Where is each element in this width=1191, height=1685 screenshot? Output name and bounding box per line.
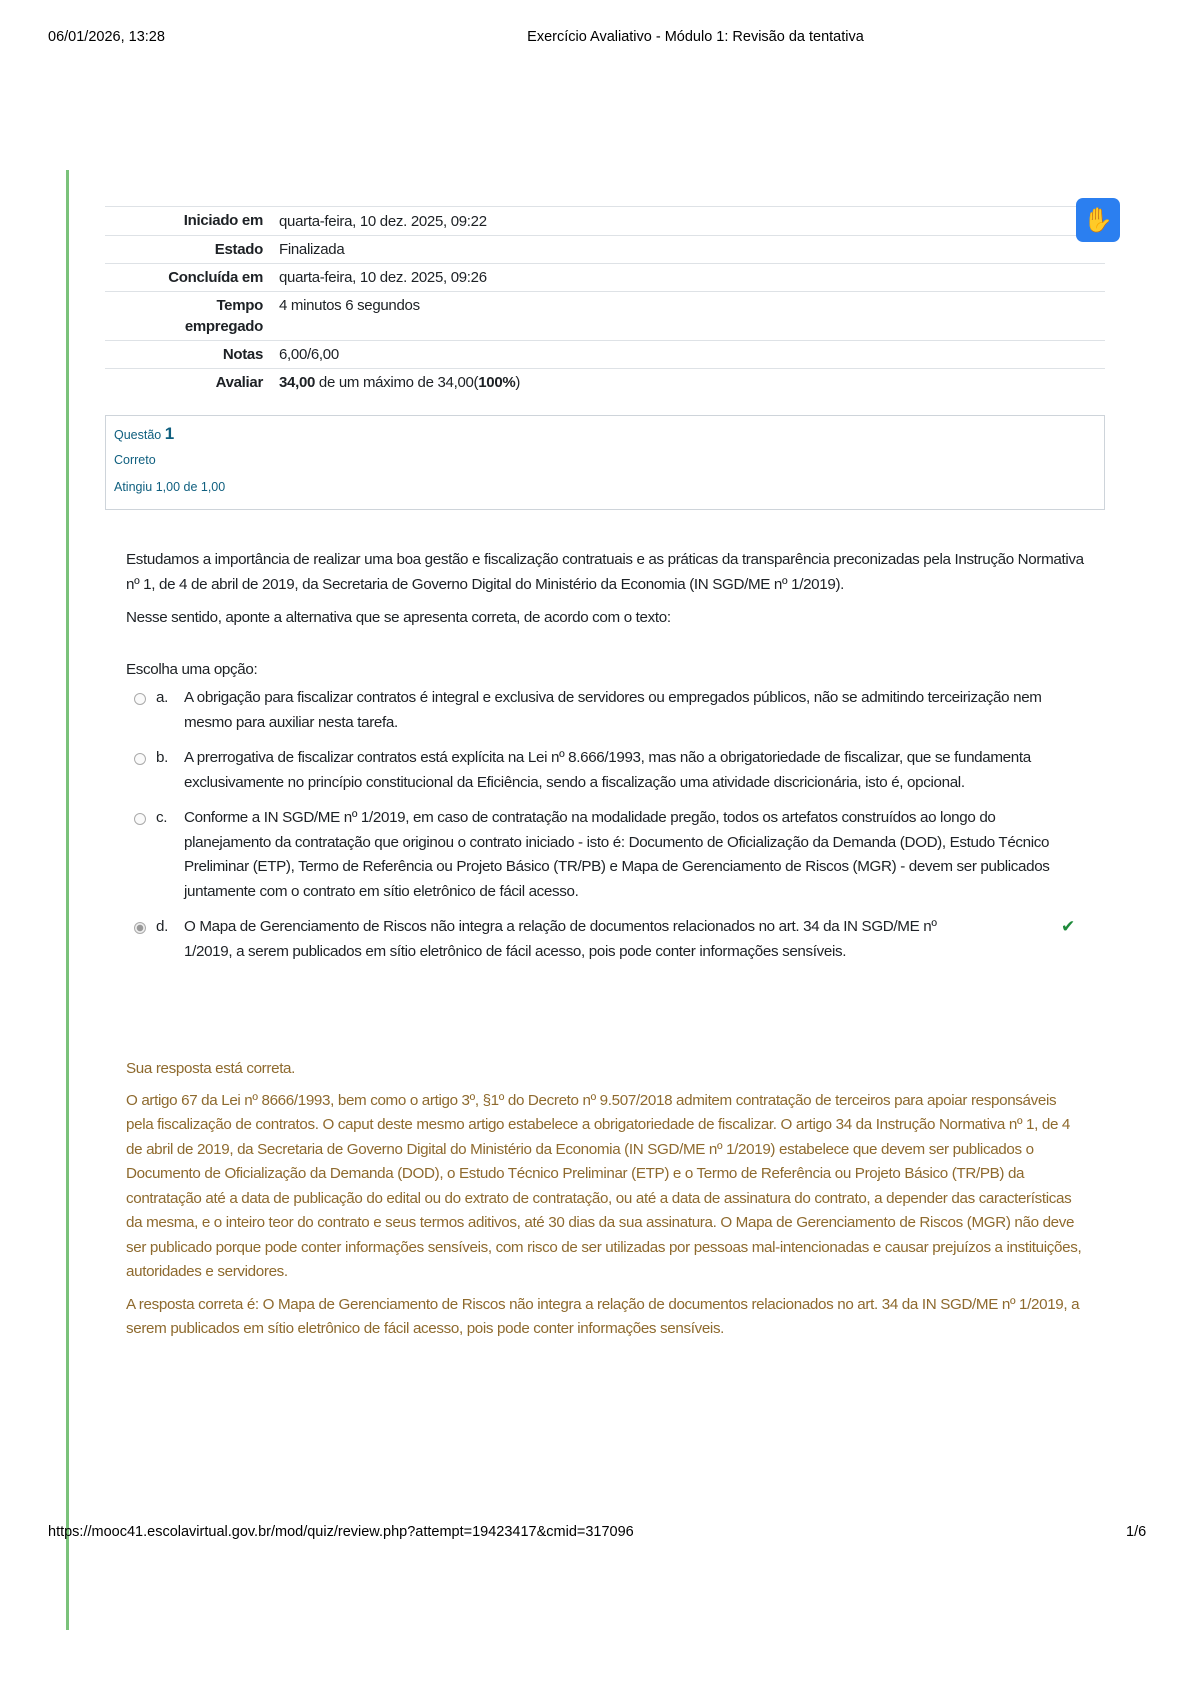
answer-option-b[interactable] <box>134 746 1086 795</box>
sign-language-hand-icon[interactable]: ✋ <box>1076 198 1120 242</box>
option-text: A prerrogativa de fiscalizar contratos está explícita na Lei nº 8.666/1993, mas não a obrigatoriedade de fiscalizar, que se fundamenta exclusivamente no princípio constitucional da Eficiência, sendo a fiscalização uma atividade discricionária, isto é, opcional. <box>184 749 1031 791</box>
score-max: de um máximo de 34,00( <box>315 374 479 391</box>
question-content <box>126 548 1086 975</box>
question-text: Nesse sentido, aponte a alternativa que se apresenta correta, de acordo com o texto: <box>126 609 671 626</box>
summary-value: quarta-feira, 10 dez. 2025, 09:22 <box>271 207 1105 236</box>
answer-option-c[interactable] <box>134 806 1086 904</box>
score: 34,00 <box>279 374 316 391</box>
question-text: Estudamos a importância de realizar uma boa gestão e fiscalização contratuais e as práticas da transparência preconizadas pela Instrução Normativa nº 1, de 4 de abril de 2019, da Secretaria de Governo Digital do Ministério da Economia (IN SGD/ME nº 1/2019). <box>126 551 1084 593</box>
question-grade: Atingiu 1,00 de 1,00 <box>114 480 226 494</box>
score-percent: 100% <box>478 374 516 391</box>
radio-a[interactable] <box>134 693 146 705</box>
summary-label: Avaliar <box>105 369 271 397</box>
feedback-status: Sua resposta está correta. <box>126 1060 296 1077</box>
summary-value: 6,00/6,00 <box>271 341 1105 369</box>
summary-row <box>105 264 1105 292</box>
feedback-explanation: O artigo 67 da Lei nº 8666/1993, bem como o artigo 3º, §1º do Decreto nº 9.507/2018 admitem contratação de terceiros para apoiar responsáveis pela fiscalização de contratos. O caput deste mesmo artigo estabelece a obrigatoriedade de fiscalizar. O artigo 34 da Instrução Normativa nº 1, de 4 de abril de 2019, da Secretaria de Governo Digital do Ministério da Economia (IN SGD/ME nº 1/2019) estabelece que devem ser publicados o Documento de Oficialização da Demanda (DOD), o Estudo Técnico Preliminar (ETP) e o Termo de Referência ou Projeto Básico (TR/PB) da contratação até a data de publicação do edital ou do extrato de contratação, ou até a data de assinatura do contrato, a depender das características da mesma, e o inteiro teor do contrato e seus termos aditivos, até 30 dias da sua assinatura. O Mapa de Gerenciamento de Riscos (MGR) não deve ser publicado porque pode conter informações sensíveis, com risco de ser utilizadas por pessoas mal-intencionadas e causar prejuízos a instituições, autoridades e servidores. <box>126 1091 1082 1280</box>
summary-label: Notas <box>105 341 271 369</box>
option-text: Conforme a IN SGD/ME nº 1/2019, em caso de contratação na modalidade pregão, todos os artefatos construídos ao longo do planejamento da contratação que originou o contrato iniciado - isto é: Documento de Oficialização da Demanda (DOD), Estudo Técnico Preliminar (ETP), Termo de Referência ou Projeto Básico (TR/PB) e Mapa de Gerenciamento de Riscos (MGR) - devem ser publicados juntamente com o contrato em sítio eletrônico de fácil acesso. <box>184 809 1050 900</box>
radio-c[interactable] <box>134 813 146 825</box>
summary-label: Concluída em <box>105 264 271 292</box>
attempt-summary-table <box>105 206 1105 396</box>
summary-value: 4 minutos 6 segundos <box>271 292 1105 341</box>
summary-row <box>105 341 1105 369</box>
answer-option-d[interactable] <box>134 915 1086 964</box>
print-url: https://mooc41.escolavirtual.gov.br/mod/quiz/review.php?attempt=19423417&cmid=317096 <box>48 1524 634 1540</box>
score-close: ) <box>515 374 521 391</box>
answer-option-a[interactable] <box>134 686 1086 735</box>
summary-label: Estado <box>105 236 271 264</box>
option-letter: d. <box>156 918 168 935</box>
summary-row <box>105 236 1105 264</box>
summary-value: Finalizada <box>271 236 1105 264</box>
print-page-number: 1/6 <box>1126 1524 1147 1540</box>
summary-value <box>271 369 1105 397</box>
region-border <box>66 170 69 1630</box>
summary-row <box>105 292 1105 341</box>
summary-row-avaliar <box>105 369 1105 397</box>
question-state: Correto <box>114 453 156 467</box>
feedback-right-answer: A resposta correta é: O Mapa de Gerenciamento de Riscos não integra a relação de documentos relacionados no art. 34 da IN SGD/ME nº 1/2019, a serem publicados em sítio eletrônico de fácil acesso, pois pode conter informações sensíveis. <box>126 1295 1080 1337</box>
option-letter: b. <box>156 749 168 766</box>
question-prefix: Questão <box>114 428 162 442</box>
feedback <box>126 1057 1086 1350</box>
print-datetime: 06/01/2026, 13:28 <box>48 29 165 45</box>
radio-b[interactable] <box>134 753 146 765</box>
question-no: 1 <box>164 424 175 443</box>
option-letter: c. <box>156 809 168 826</box>
summary-row <box>105 207 1105 236</box>
correct-check-icon: ✔ <box>1061 917 1075 936</box>
option-letter: a. <box>156 689 168 706</box>
print-page-title: Exercício Avaliativo - Módulo 1: Revisão da tentativa <box>527 29 864 45</box>
option-text: A obrigação para fiscalizar contratos é integral e exclusiva de servidores ou empregados públicos, não se admitindo terceirização nem mesmo para auxiliar nesta tarefa. <box>184 689 1042 731</box>
radio-d-selected[interactable] <box>134 922 146 934</box>
option-text: O Mapa de Gerenciamento de Riscos não integra a relação de documentos relacionados no art. 34 da IN SGD/ME nº 1/2019, a serem publicados em sítio eletrônico de fácil acesso, pois pode conter informações sensíveis. <box>184 918 937 960</box>
summary-value: quarta-feira, 10 dez. 2025, 09:26 <box>271 264 1105 292</box>
choose-prompt: Escolha uma opção: <box>126 660 258 678</box>
question-info-box <box>105 415 1105 510</box>
summary-label: Iniciado em <box>105 207 271 236</box>
question-number <box>114 424 174 444</box>
summary-label: Tempo empregado <box>105 292 271 341</box>
